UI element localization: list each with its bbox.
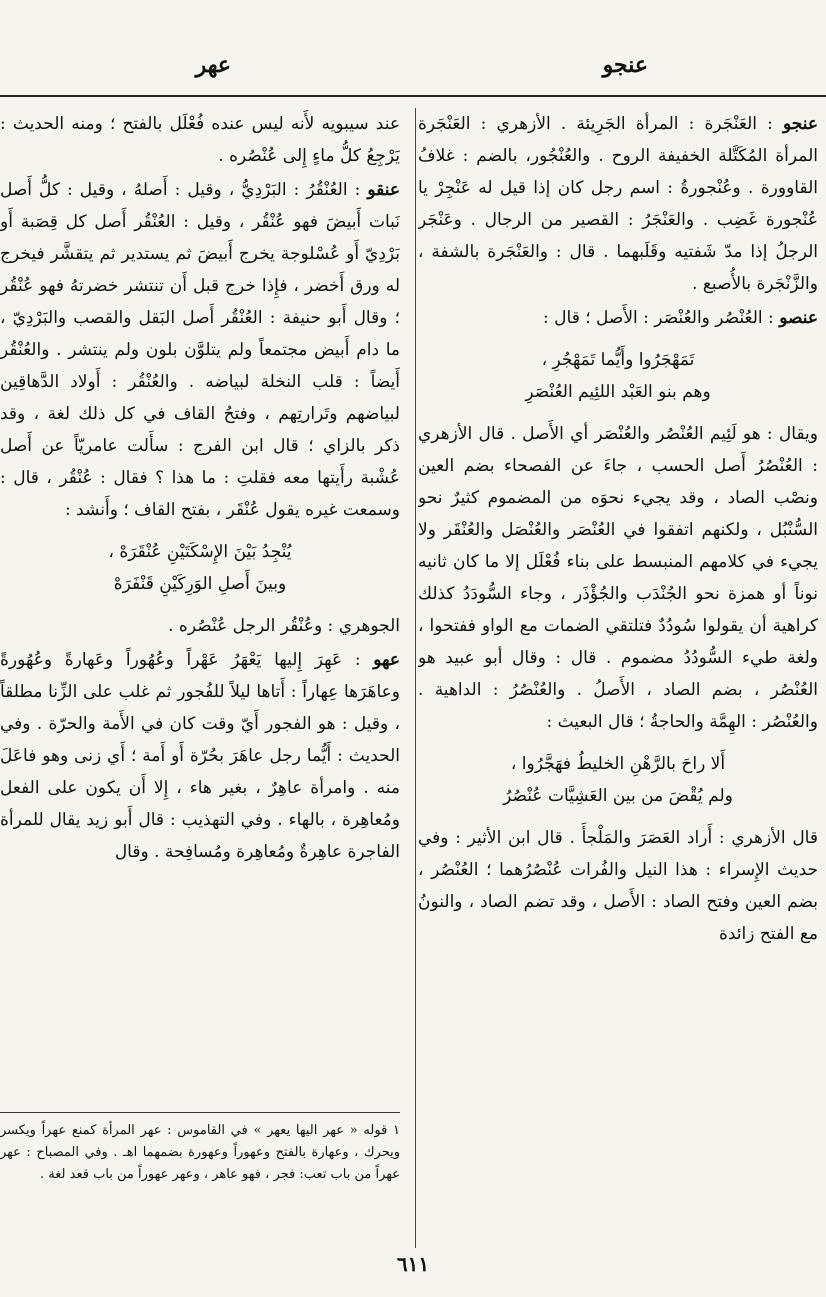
- headword-unsur: عنصو: [779, 308, 818, 328]
- right-column: [418, 108, 818, 1256]
- headword-unqur: عنقو: [367, 180, 400, 200]
- column-separator: [415, 108, 416, 1248]
- verse-unqur-line-2: وبينَ أَصلِ الوَرِكَيْنِ قَنْفَرَهْ: [113, 574, 287, 594]
- footnote: ١ قوله « عهر اليها يعهر » في القاموس : عهر المرأة كمنع عهراً ويكسر ويحرك ، وعهارة بالفتح وعهوراً وعهورة بضمهما اهـ . وفي المصباح : عهر عهراً من باب تعب: فجر ، فهو عاهر ، وعهر عهوراً من باب قعد لغة .: [0, 1123, 400, 1182]
- verse-2-line-2: ولم يُقْضَ من بين العَشِيَّات عُنْصُرُ: [503, 786, 733, 806]
- jawhari-note: الجوهري : وعُنْقُر الرجل عُنْصُره .: [168, 616, 400, 636]
- unsur-continuation: عند سيبويه لأَنه ليس عنده فُعْلَل بالفتح ؛ ومنه الحديث : يَرْجِعُ كلُّ ماءٍ إِلى عُنْصُره .: [0, 114, 400, 166]
- entry-unsur: [418, 302, 818, 334]
- verse-2-line-1: أَلا راحَ بالرَّهْنِ الخليطُ فهَجَّرُوا ،: [510, 754, 726, 774]
- page-number: ٦١١: [396, 1252, 430, 1276]
- verse-unqur-line-1: يُنْجِدُ بَيْنَ الإِسْكَتَيْنِ عُنْقَرَهْ ،: [108, 542, 292, 562]
- entry-ahar-text: : عَهِرَ إِليها يَعْهَرُ عَهْراً وعُهُوراً وعَهارةً وعُهُورةً وعاهَرَها عِهاراً : أَتاها ليلاً للفُجور ثم غلب على الزِّنا مطلقاً ، وقيل : هو الفجور أَيّ وقت كان في الأَمة والحرّة . وفي الحديث : أَيُّما رجل عاهَرَ بحُرّة أَو أَمة ؛ أَي زنى وهو فاعَلَ منه . وامرأة عاهِرٌ ، بغير هاء ، إِلا أَن يكون على الفعل ومُعاهِرة ، بالهاء . وفي التهذيب : قال أَبو زيد يقال للمرأة الفاجرة عاهِرةٌ ومُعاهِرة ومُسافِحة . وقال: [0, 650, 400, 862]
- headword-ahar: عهو: [373, 650, 400, 670]
- verse-unqur: [0, 536, 400, 600]
- header-rule: [0, 95, 826, 97]
- verse-1: [418, 344, 818, 408]
- entry-anjar-text: : العَنْجَرة : المرأة الجَرِيئة . الأزهري : العَنْجَرة المرأة المُكَتَّلة الخفيفة الروح . والعُنْجُور، بالضم : غلافُ القاوورة . وعُنْجورةُ : اسم رجل كان إذا قيل له عَنْجِرْ يا عُنْجورة غَضِب . والعَنْجَرُ : القصير من الرجال . وعَنْجَر الرجلُ إذا مدّ شَفتيه وقَلَبهما . قال : والعَنْجَرة بالشفة ، والزَّنْجَرة بالأُصبع .: [418, 114, 818, 294]
- left-column: [0, 108, 400, 1108]
- entry-unqur: [0, 174, 400, 526]
- entry-unsur-text: : العُنْصُر والعُنْصَر : الأَصل ؛ قال :: [543, 308, 774, 328]
- entry-ahar: [0, 644, 400, 868]
- entry-unqur-text: : العُنْقُرُ : البَرْدِيُّ ، وقيل : أَصلهُ ، وقيل : كلُّ أَصل نَبات أَبيضَ فهو عُنْقُر ، وقيل : العُنْقُر أَصل كل قِصَبة أَو بَرْدِيّ أَو عُسْلوجة يخرج أَبيضَ ثم يستدير ثم يتقشَّر فيخرج له ورق أَخضر ، فإِذا خرج قبل أَن تنتشر خضرتهُ فهو عُنْقُر ؛ وقال أَبو حنيفة : العُنْقُر أَصل البَقل والقصب والبَرْدِيّ ، ما دام أَبيض مجتمعاً ولم يتلوَّن بلون ولم ينتشر . والعُنْقُر أَيضاً : قلب النخلة لبياضه . والعُنْقُر : أَولاد الدَّهاقِين لبياضهم وتَرارتِهم ، وفتحُ القاف في كل ذلك لغة ، وقد ذكر بالزاي ؛ قال ابن الفرج : سأَلت عامريّاً عن أَصل عُشْبة رأَيتها معه فقلتِ : ما هذا ؟ فقال : عُنْقُر ، قال : وسمعت غيره يقول عُنْقَر ، بفتح القاف ؛ وأَنشد :: [0, 180, 400, 520]
- unsur-paragraph-2: ويقال : هو لَئِيم العُنْصُر والعُنْصَر أي الأَصل . قال الأزهري : العُنْصُرُ أَصل الحسب ، جاءَ عن الفصحاء بضم العين ونصْب الصاد ، وقد يجيء نحوَه من المضموم كثيرٌ نحو السُّنْبُل ، ولكنهم اتفقوا في العُنْصَر والعُنْصَل والعُنْقَر ولا يجيء في كلامهم المنبسط على بناء فُعْلَل إلا ما كان ثانيه نوناً أو همزة نحو الجُنْدَب والجُؤْذَر ، وجاء السُّودَدُ كذلك كراهية أن يقولوا سُودُدٌ فتلتقي الضمات مع الواو ففتحوا ، ولغة طيء السُّودُدُ مضموم . قال : وقال أبو عبيد هو العُنْصُر ، بضم الصاد ، الأَصلُ . والعُنْصُرُ : الداهية . والعُنْصُر : الهِمَّة والحاجةُ ؛ قال البعيث :: [418, 424, 818, 732]
- verse-2: [418, 748, 818, 812]
- header-right-word: عنجو: [602, 52, 648, 78]
- unsur-paragraph-3: قال الأزهري : أَراد العَصَرَ والمَلْجأَ . قال ابن الأثير : وفي حديث الإِسراء : هذا النيل والفُرات عُنْصُرُهما ؛ العُنْصُر ، بضم العين وفتح الصاد : الأَصل ، وقد تضم الصاد ، والنونُ مع الفتح زائدة: [418, 828, 818, 944]
- entry-anjar: [418, 108, 818, 300]
- verse-1-line-1: تَمَهْجَرُوا وأَيُّما تَمَهْجُرِ ،: [541, 350, 695, 370]
- footnote-rule: [0, 1112, 400, 1113]
- headword-anjar: عنجو: [782, 114, 818, 134]
- header-left-word: عهر: [195, 52, 231, 78]
- verse-1-line-2: وهم بنو العَبْد اللئِيم العُنْصَرِ: [525, 382, 711, 402]
